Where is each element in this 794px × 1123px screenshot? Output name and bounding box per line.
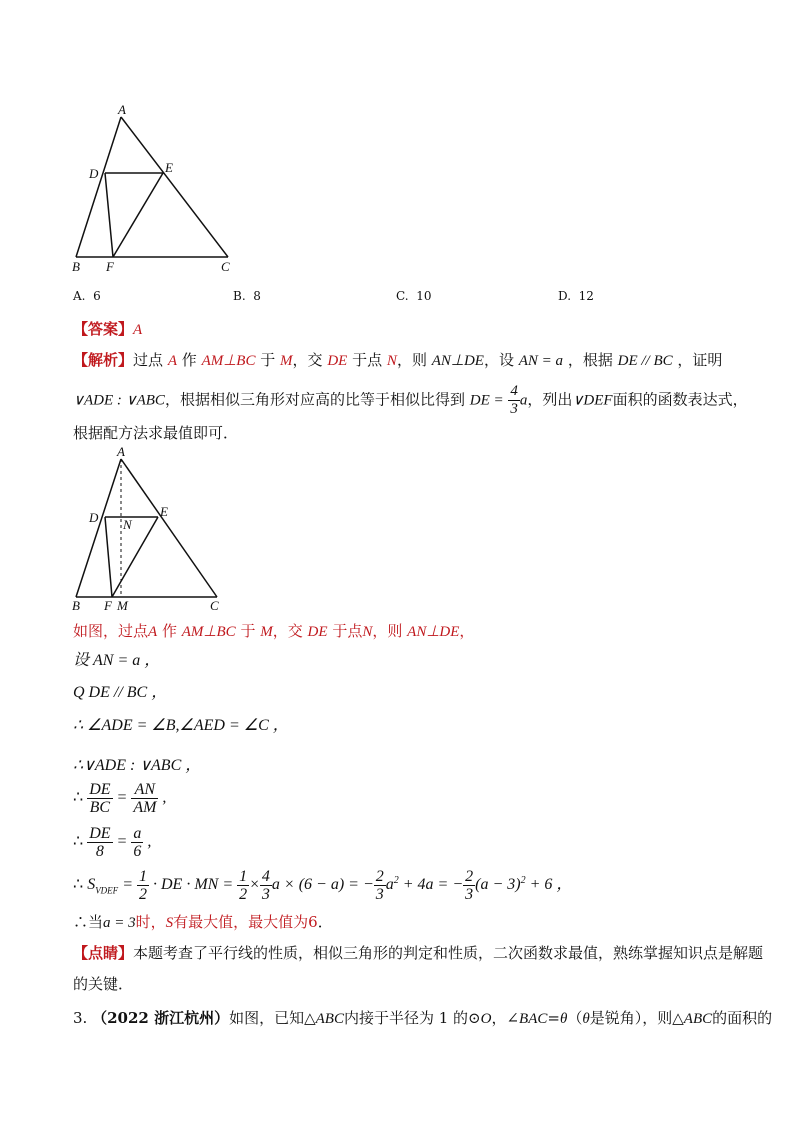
analysis-line-3: 根据配方法求最值即可． (73, 424, 239, 442)
point-d-label: D (89, 166, 99, 181)
point-e-label: E (165, 160, 173, 175)
point-c-label: C (210, 598, 219, 613)
solution-line-6: ∴ $\frac{DE}{BC}$ = $\frac{AN}{AM}$ , (73, 781, 167, 816)
point-d-label: D (89, 510, 99, 525)
answer-value: A (133, 322, 143, 338)
analysis-line-2: ∨ADE : ∨ABC，根据相似三角形对应高的比等于相似比得到 DE = $\frac{4}{3}$ a，列出∨DEF面积的函数表达式， (73, 383, 748, 417)
point-a-label: A (117, 444, 125, 459)
option-d: D. 12 (558, 289, 594, 303)
side-ab (76, 459, 121, 597)
answer-line (73, 319, 142, 340)
segment-ef (113, 173, 163, 257)
point-a-label: A (118, 102, 126, 117)
question-3: 3. （2022 浙江杭州）如图，已知△ABC内接于半径为 1 的⊙O，∠BAC=θ（θ是锐角），则△ABC的面积的 (73, 1009, 773, 1027)
figure-1 (60, 98, 240, 278)
figure-2 (60, 443, 240, 615)
fraction-four-thirds: $\frac{4}{3}$ (510, 383, 518, 417)
option-a: A. 6 (73, 289, 101, 303)
solution-line-8: ∴ $S_{VDEF}$ = $\frac{1}{2}$ · DE · MN = $\frac{1}{2}$ × $\frac{4}{3}$ a × (6 − a) = − $\frac{2}{3}$ $a^2 + 4a$ = − $\frac{2}{3}$ $(a - 3)^2 + 6$ ， (73, 868, 573, 903)
point-f-label: F (104, 598, 112, 613)
comment-line-1: 【点睛】本题考查了平行线的性质，相似三角形的判定和性质，二次函数求最值，熟练掌握知识点是解题 (73, 944, 764, 962)
side-ac (121, 459, 217, 597)
point-n-label: N (123, 517, 132, 532)
option-b: B. 8 (233, 289, 261, 303)
point-m-label: M (117, 598, 128, 613)
solution-line-4: ∴ ∠ADE = ∠B,∠AED = ∠C ， (73, 717, 289, 734)
solution-line-1: 如图，过点A 作 AM⊥BC 于 M，交 DE 于点N，则 AN⊥DE， (73, 622, 475, 640)
solution-line-5: ∴∨ADE : ∨ABC ， (73, 757, 202, 774)
solution-line-3: Q DE // BC ， (73, 684, 168, 701)
solution-line-7: ∴ $\frac{DE}{8}$ = $\frac{a}{6}$ , (73, 825, 152, 860)
point-b-label: B (72, 598, 80, 613)
segment-df (105, 173, 113, 257)
side-ac (121, 117, 228, 257)
point-c-label: C (221, 259, 230, 274)
point-b-label: B (72, 259, 80, 274)
point-e-label: E (160, 504, 168, 519)
segment-ef (112, 517, 158, 597)
side-ab (76, 117, 121, 257)
point-f-label: F (106, 259, 114, 274)
comment-line-2: 的关键． (73, 975, 134, 993)
segment-df (105, 517, 112, 597)
solution-line-9: ∴当a = 3时，S有最大值，最大值为6． (73, 913, 333, 931)
analysis-line-1: 【解析】过点 A 作 AM⊥BC 于 M，交 DE 于点 N，则 AN⊥DE，设 AN = a ，根据 DE // BC ，证明 (73, 351, 723, 369)
option-c: C. 10 (396, 289, 432, 303)
answer-tag: 【答案】 (73, 320, 134, 338)
solution-line-2: 设 AN = a ， (73, 652, 161, 669)
